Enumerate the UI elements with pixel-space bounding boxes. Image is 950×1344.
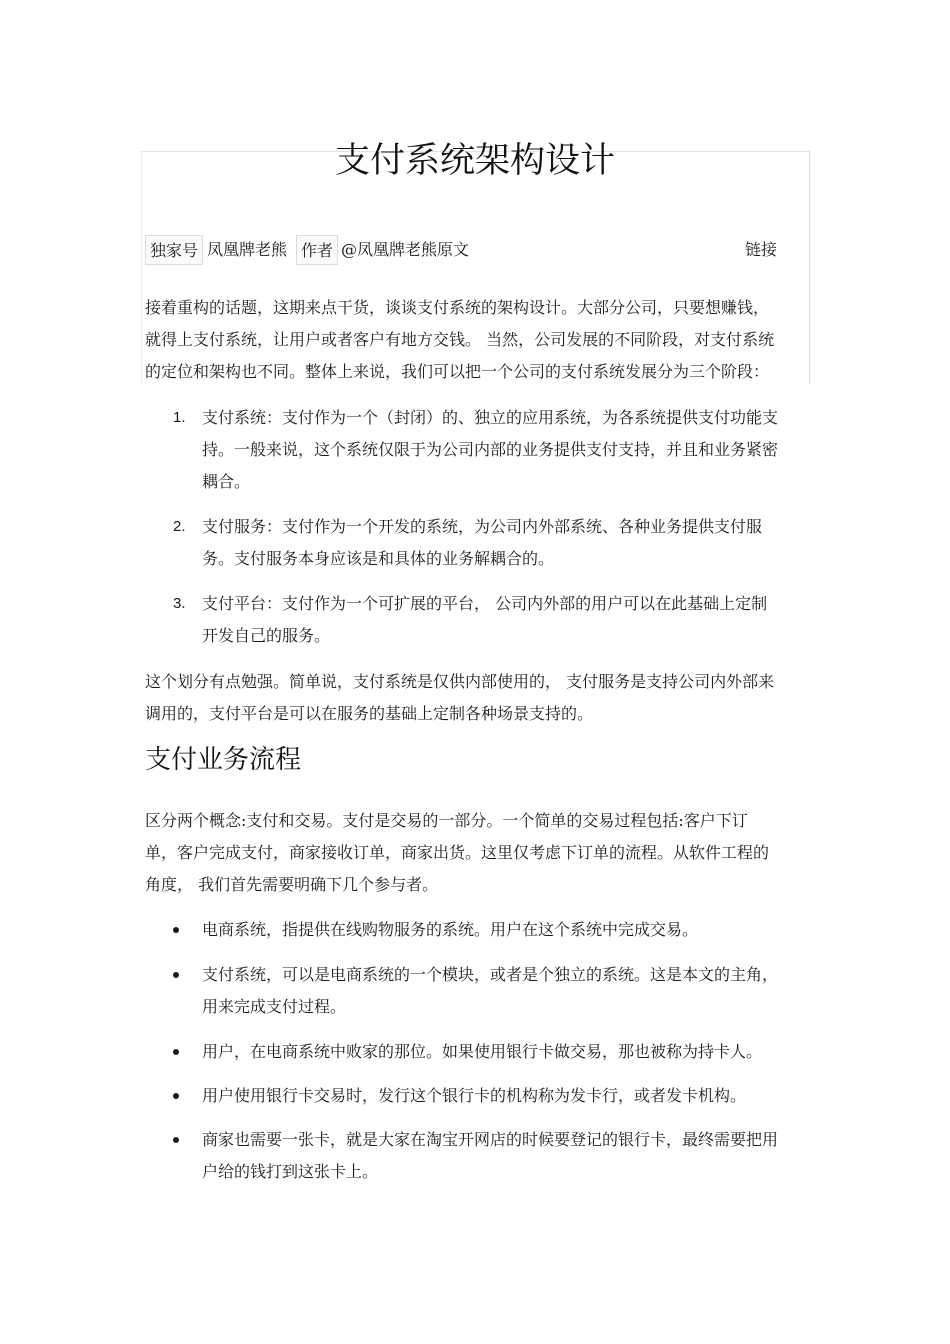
list-number: 2. [173, 518, 186, 535]
article-meta [145, 235, 810, 265]
list-item-line: 耦合。 [202, 472, 251, 491]
list-item-line: 务。支付服务本身应该是和具体的业务解耦合的。 [202, 549, 555, 568]
meta-original-link[interactable]: 链接 [745, 240, 778, 259]
meta-account-name[interactable]: 凤凰牌老熊 [207, 240, 288, 259]
list-number: 3. [173, 595, 186, 612]
summary-line: 这个划分有点勉强。简单说，支付系统是仅供内部使用的， 支付服务是支持公司内外部来 [145, 672, 775, 691]
list-item-line: 开发自己的服务。 [202, 626, 331, 645]
list-item-line: 商家也需要一张卡，就是大家在淘宝开网店的时候要登记的银行卡，最终需要把用 [202, 1130, 779, 1149]
bullet-icon [173, 1049, 179, 1055]
section-intro-line: 区分两个概念:支付和交易。支付是交易的一部分。一个简单的交易过程包括:客户下订 [145, 811, 748, 830]
bullet-icon [173, 1093, 179, 1099]
list-item-line: 支付系统，可以是电商系统的一个模块，或者是个独立的系统。这是本文的主角， [202, 965, 779, 984]
section-intro-line: 角度， 我们首先需要明确下几个参与者。 [145, 875, 439, 894]
list-item-line: 户给的钱打到这张卡上。 [202, 1162, 379, 1181]
list-item-line: 用户，在电商系统中败家的那位。如果使用银行卡做交易，那也被称为持卡人。 [202, 1042, 763, 1061]
bullet-icon [173, 1137, 179, 1143]
list-item-line: 用户使用银行卡交易时，发行这个银行卡的机构称为发卡行，或者发卡机构。 [202, 1086, 747, 1105]
summary-paragraph [145, 666, 810, 730]
section-intro-line: 单，客户完成支付，商家接收订单，商家出货。这里仅考虑下订单的流程。从软件工程的 [145, 843, 770, 862]
bullet-icon [173, 972, 179, 978]
section-intro-paragraph [145, 805, 810, 901]
list-item-line: 用来完成支付过程。 [202, 997, 347, 1016]
intro-line: 接着重构的话题，这期来点干货，谈谈支付系统的架构设计。大部分公司，只要想赚钱， [145, 298, 770, 317]
meta-tag-author: 作者 [296, 235, 338, 265]
list-item-line: 支付服务：支付作为一个开发的系统，为公司内外部系统、各种业务提供支付服 [202, 517, 763, 536]
list-item-line: 持。一般来说，这个系统仅限于为公司内部的业务提供支付支持，并且和业务紧密 [202, 440, 779, 459]
list-item-line: 支付平台：支付作为一个可扩展的平台， 公司内外部的用户可以在此基础上定制 [202, 594, 768, 613]
intro-line: 就得上支付系统，让用户或者客户有地方交钱。 当然，公司发展的不同阶段，对支付系统 [145, 330, 775, 349]
list-item-line: 电商系统，指提供在线购物服务的系统。用户在这个系统中完成交易。 [202, 920, 699, 939]
page-title: 支付系统架构设计 [334, 141, 615, 181]
list-number: 1. [173, 409, 186, 426]
summary-line: 调用的，支付平台是可以在服务的基础上定制各种场景支持的。 [145, 704, 594, 723]
section-heading: 支付业务流程 [145, 745, 302, 775]
intro-line: 的定位和架构也不同。整体上来说，我们可以把一个公司的支付系统发展分为三个阶段： [145, 362, 770, 381]
intro-paragraph [145, 292, 810, 388]
meta-author-name[interactable]: @凤凰牌老熊原文 [341, 240, 470, 259]
meta-tag-exclusive: 独家号 [145, 235, 203, 265]
bullet-icon [173, 927, 179, 933]
list-item-line: 支付系统：支付作为一个（封闭）的、独立的应用系统，为各系统提供支付功能支 [202, 408, 779, 427]
